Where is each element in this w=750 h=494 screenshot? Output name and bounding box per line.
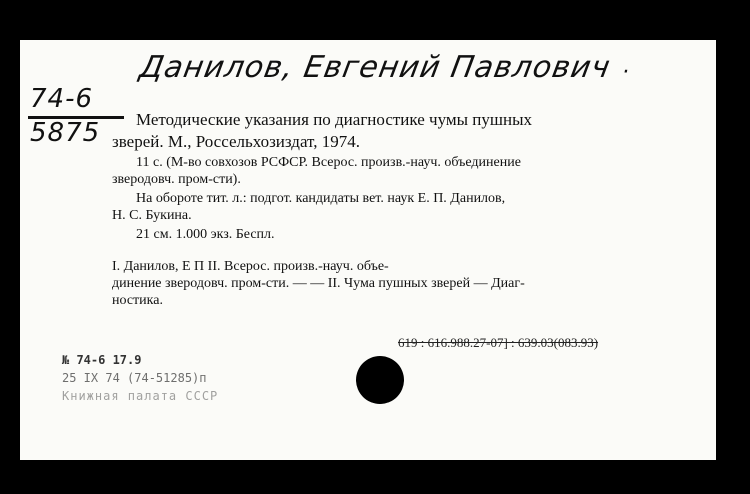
- stamp-line-3: Книжная палата СССР: [62, 389, 219, 403]
- card-tracing-1: I. Данилов, Е П II. Всерос. произв.-науч. объе-: [112, 259, 389, 274]
- card-collation: 11 с. (М-во совхозов РСФСР. Всерос. произв.-науч. объединение: [136, 155, 521, 170]
- handwritten-author: Данилов, Евгений Павлович: [136, 50, 614, 85]
- shelf-mark-top: 74-6: [30, 84, 94, 114]
- handwritten-mark: ·: [622, 60, 630, 85]
- card-tracing-2: динение зверодовч. пром-сти. — — II. Чума пушных зверей — Диаг-: [112, 276, 525, 291]
- card-title-line-2: зверей. М., Россельхозиздат, 1974.: [112, 132, 360, 151]
- black-frame-left: [0, 40, 22, 460]
- card-note-1: На обороте тит. л.: подгот. кандидаты вет. наук Е. П. Данилов,: [136, 191, 506, 206]
- card-size-edition: 21 см. 1.000 экз. Беспл.: [136, 227, 275, 242]
- stamp-line-2: 25 IX 74 (74-51285)п: [62, 371, 207, 385]
- card-title-line-1: Методические указания по диагностике чумы пушных: [136, 110, 532, 129]
- card-tracing-3: ностика.: [112, 293, 163, 308]
- shelf-mark-bottom: 5875: [30, 118, 101, 148]
- stamp-line-1: № 74-6 17.9: [62, 353, 142, 367]
- udc-classification: 619 : 616.988.27-07] : 639.03(083.93): [398, 335, 599, 350]
- card-note-2: Н. С. Букина.: [112, 208, 192, 223]
- card-series: зверодовч. пром-сти).: [112, 172, 241, 187]
- card-punch-hole: [356, 356, 404, 404]
